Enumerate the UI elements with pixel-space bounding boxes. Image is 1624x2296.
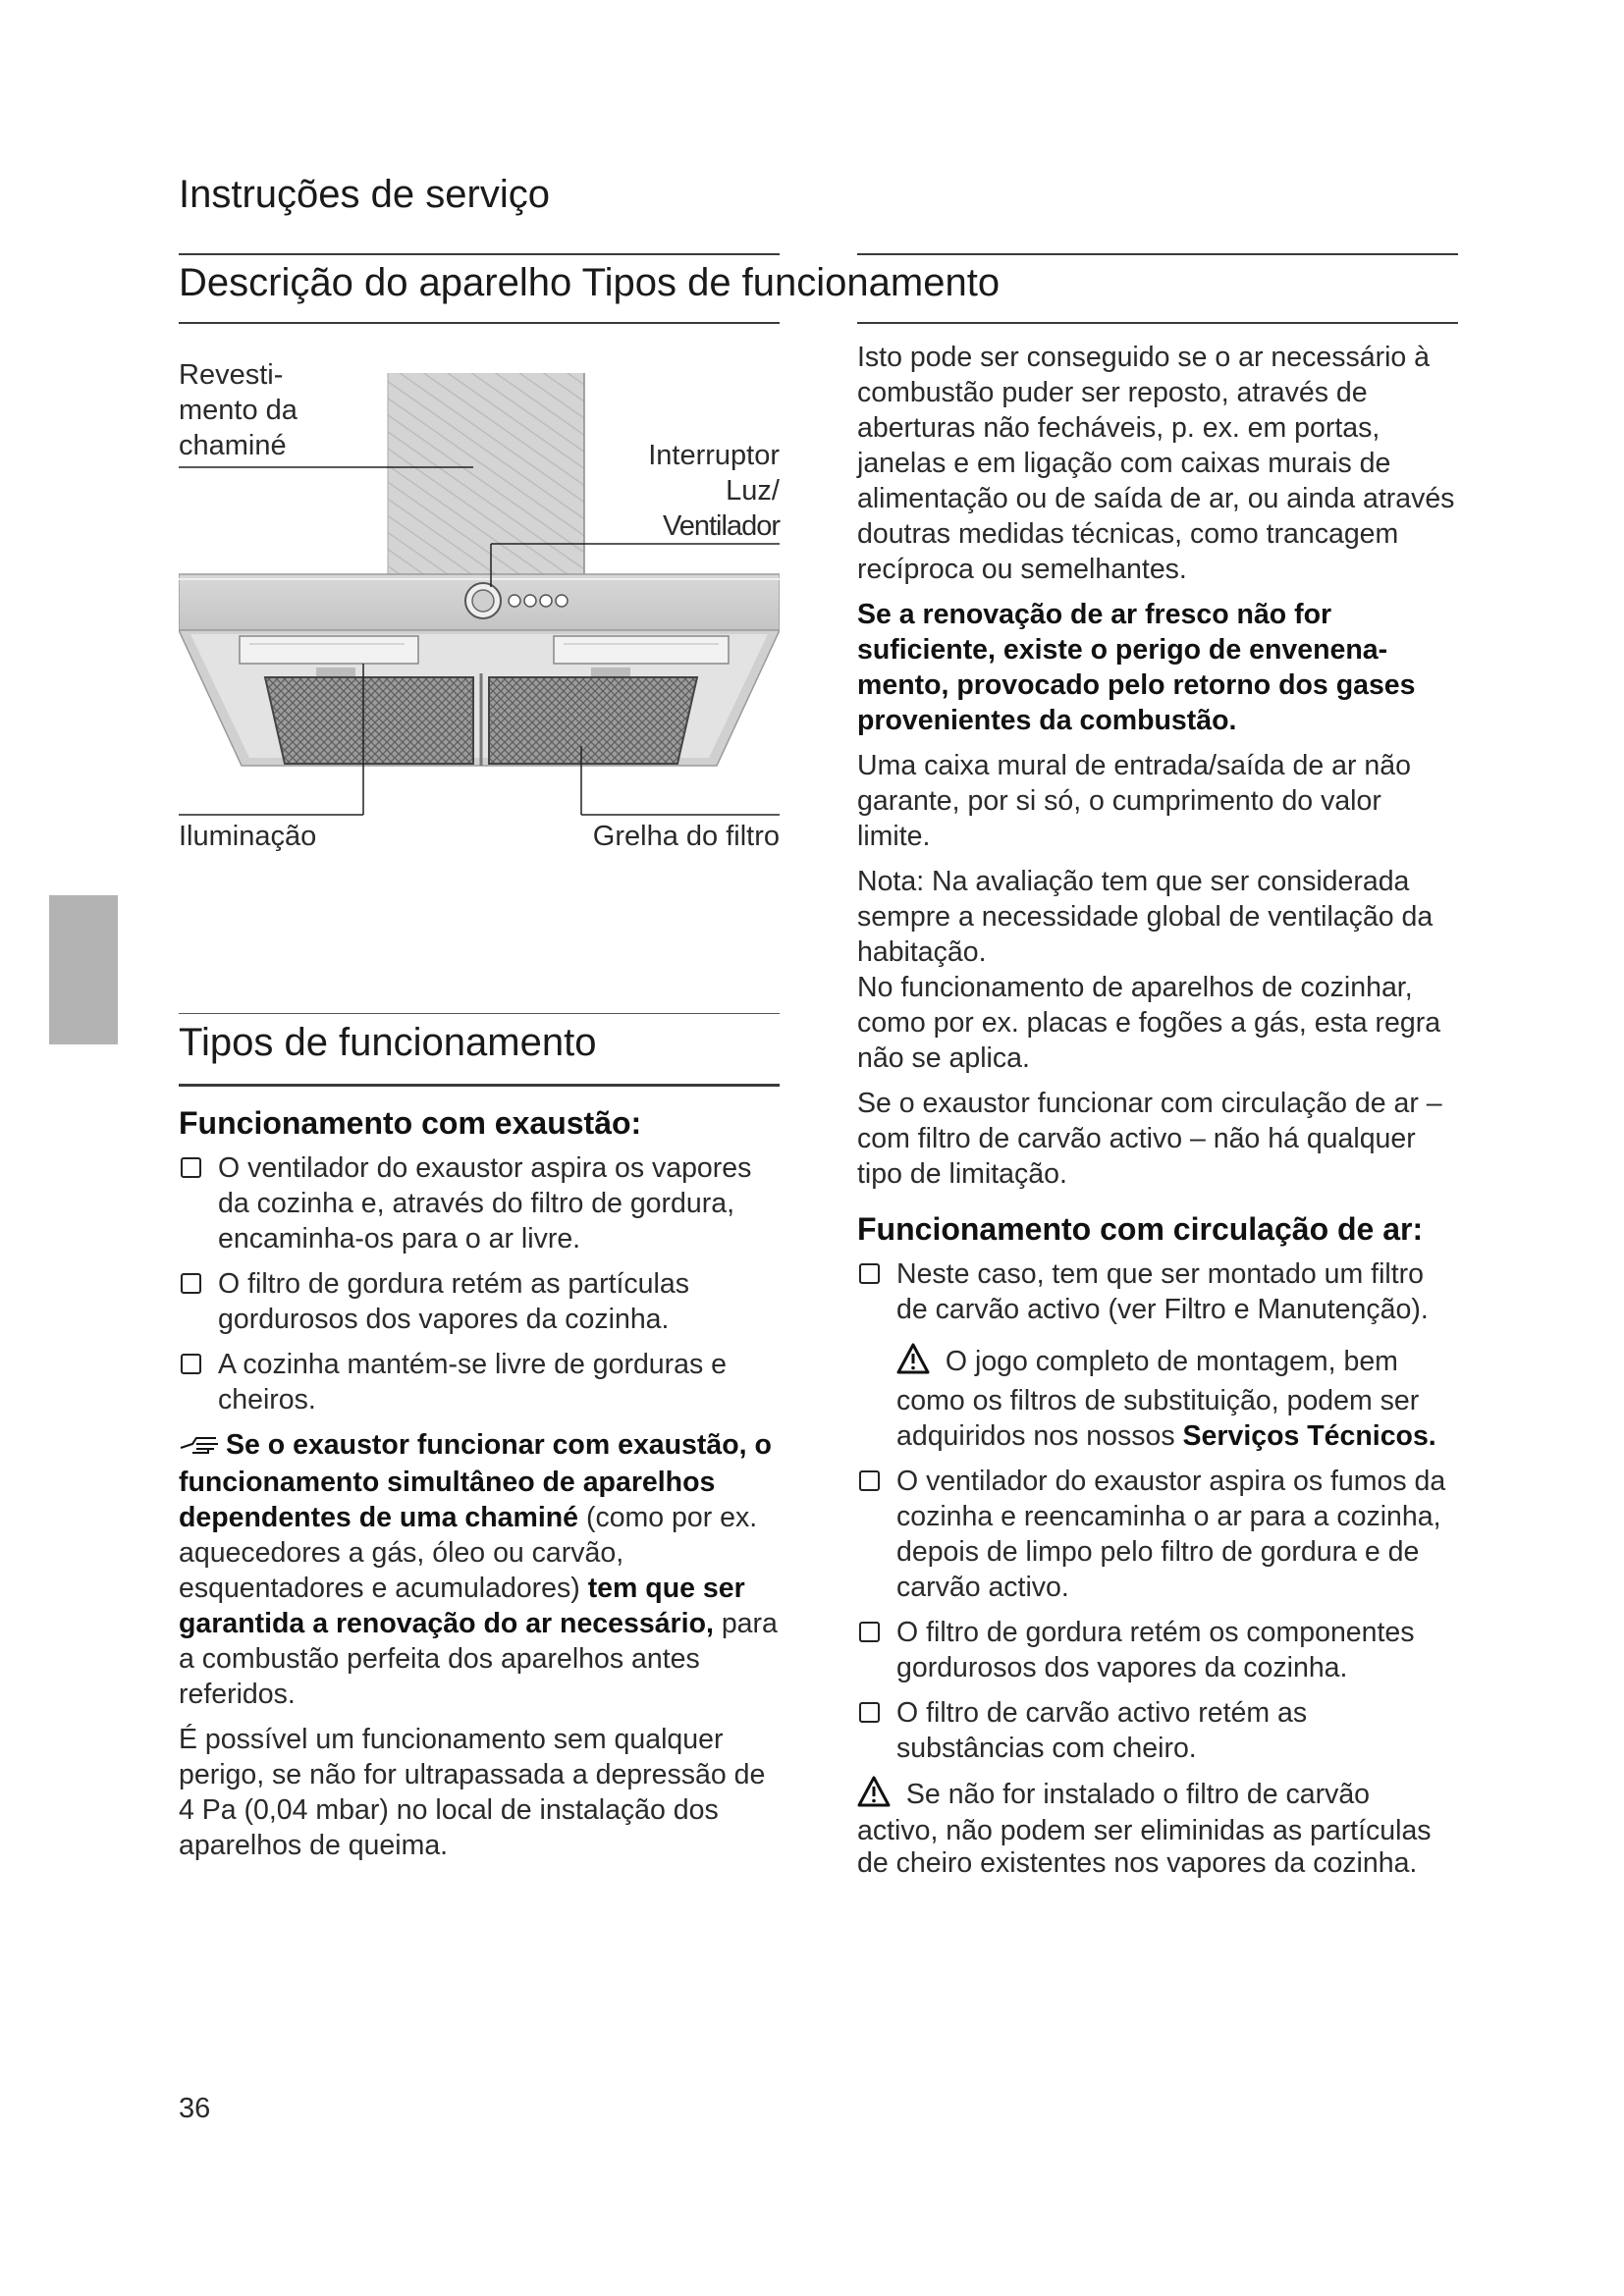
possible-operation-text: É possível um funcionamento sem qualquer perigo, se não for ultrapassada a depressão de 4 Pa (0,04 mbar) no local de instalação dos aparelhos de queima. [179, 1724, 766, 1861]
note-text: Nota: Na avaliação tem que ser considerada sempre a necessidade global de ventilação da habitação. [857, 866, 1434, 968]
warning-bold-text-2: tem que ser garantida a renovação do ar necessário, [179, 1573, 745, 1639]
rule-section2-top [179, 1013, 780, 1014]
kit-info [857, 1343, 1458, 1454]
list-item [857, 1615, 1458, 1685]
checkbox-square-icon [859, 1622, 880, 1642]
list-item-text: O ventilador do exaustor aspira os vapores da cozinha e, através do filtro de gordura, encaminha-os para o ar livre. [218, 1152, 752, 1255]
circulation-heading: Funcionamento com circulação de ar: [857, 1211, 1424, 1247]
rule-top-left [179, 253, 780, 255]
circulation-list-1 [857, 1256, 1458, 1327]
warning-text-1: (como por ex. aquecedores a gás, óleo ou carvão, esquentadores e acumuladores) [179, 1502, 758, 1604]
kit-text: O jogo completo de montagem, bem como os filtros de substituição, podem ser adquiridos nos nossos [896, 1346, 1420, 1452]
right-paragraph-note [857, 864, 1458, 970]
page-header-title: Instruções de serviço [179, 173, 550, 216]
label-switch-line2: Luz/ [726, 475, 780, 507]
exhaust-list [179, 1150, 778, 1417]
page-number: 36 [179, 2093, 211, 2124]
hood-diagram [179, 353, 780, 864]
right-column-text [857, 340, 1458, 1890]
rule-under-right [857, 322, 1458, 324]
warning-text-2: para a combustão perfeita dos aparelhos antes referidos. [179, 1608, 778, 1710]
label-filter-grille: Grelha do filtro [592, 821, 780, 852]
list-item-text: A cozinha mantém-se livre de gorduras e cheiros. [218, 1349, 728, 1415]
right-paragraph-3: Uma caixa mural de entrada/saída de ar não garante, por si só, o cumprimento do valor limite. [857, 750, 1411, 852]
list-item [857, 1256, 1458, 1327]
kit-bold-text: Serviços Técnicos. [1182, 1420, 1436, 1452]
list-item [857, 1464, 1458, 1605]
right-paragraph-danger: Se a renovação de ar fresco não for suficiente, existe o perigo de envenena-mento, provocado pelo retorno dos gases provenientes da combustão. [857, 599, 1416, 736]
list-item [179, 1347, 778, 1417]
left-column-text [179, 1103, 778, 1873]
label-switch-line3: Ventilador [663, 510, 780, 542]
final-warning [857, 1776, 1458, 1880]
pointing-hand-icon [179, 1429, 222, 1465]
list-item-text: O ventilador do exaustor aspira os fumos da cozinha e reencaminha o ar para a cozinha, depois de limpo pelo filtro de gordura e de carvão activo. [896, 1466, 1446, 1603]
warning-triangle-icon [896, 1343, 930, 1383]
section-title-operation: Tipos de funcionamento [179, 1021, 597, 1064]
label-chimney-line2: mento da [179, 395, 298, 426]
label-switch-line1: Interruptor [648, 440, 780, 471]
checkbox-square-icon [181, 1273, 201, 1294]
label-chimney-line1: Revesti- [179, 359, 284, 391]
checkbox-square-icon [181, 1354, 201, 1374]
exhaust-warning [179, 1427, 778, 1712]
right-paragraph-circulation: Se o exaustor funcionar com circulação de ar – com filtro de carvão activo – não há qualquer tipo de limitação. [857, 1088, 1442, 1190]
checkbox-square-icon [859, 1702, 880, 1723]
list-item-text: O filtro de carvão activo retém as substâncias com cheiro. [896, 1697, 1308, 1764]
list-item [857, 1695, 1458, 1766]
section-title-description: Descrição do aparelho Tipos de funcionamento [179, 261, 1001, 304]
warning-triangle-icon [857, 1776, 891, 1815]
label-chimney-line3: chaminé [179, 430, 287, 461]
checkbox-square-icon [181, 1157, 201, 1178]
chapter-tab-marker [49, 895, 118, 1044]
label-switch [648, 438, 780, 544]
list-item-text: Neste caso, tem que ser montado um filtro de carvão activo (ver Filtro e Manutenção). [896, 1258, 1429, 1325]
rule-under-left [179, 322, 780, 324]
checkbox-square-icon [859, 1470, 880, 1491]
warning-bold-text-1: Se o exaustor funcionar com exaustão, o funcionamento simultâneo de aparelhos dependentes de uma chaminé [179, 1429, 772, 1533]
exhaust-heading: Funcionamento com exaustão: [179, 1105, 642, 1141]
rule-section2-under [179, 1084, 780, 1087]
checkbox-square-icon [859, 1263, 880, 1284]
final-warning-text: Se não for instalado o filtro de carvão activo, não podem ser eliminidas as partículas de cheiro existentes nos vapores da cozinha. [857, 1779, 1432, 1879]
rule-top-right [857, 253, 1458, 255]
label-lighting: Iluminação [179, 821, 317, 852]
label-chimney [179, 357, 298, 463]
right-paragraph-cooking: No funcionamento de aparelhos de cozinhar, como por ex. placas e fogões a gás, esta regra não se aplica. [857, 972, 1441, 1074]
list-item-text: O filtro de gordura retém os componentes gordurosos dos vapores da cozinha. [896, 1617, 1415, 1683]
list-item [179, 1150, 778, 1256]
list-item-text: O filtro de gordura retém as partículas gordurosos dos vapores da cozinha. [218, 1268, 689, 1335]
circulation-list-2 [857, 1464, 1458, 1766]
list-item [179, 1266, 778, 1337]
right-paragraph-1: Isto pode ser conseguido se o ar necessário à combustão puder ser reposto, através de aberturas não fecháveis, p. ex. em portas, janelas e em ligação com caixas murais de alimentação ou de saída de ar, ou ainda através doutras medidas técnicas, como trancagem recíproca ou semelhantes. [857, 342, 1455, 585]
